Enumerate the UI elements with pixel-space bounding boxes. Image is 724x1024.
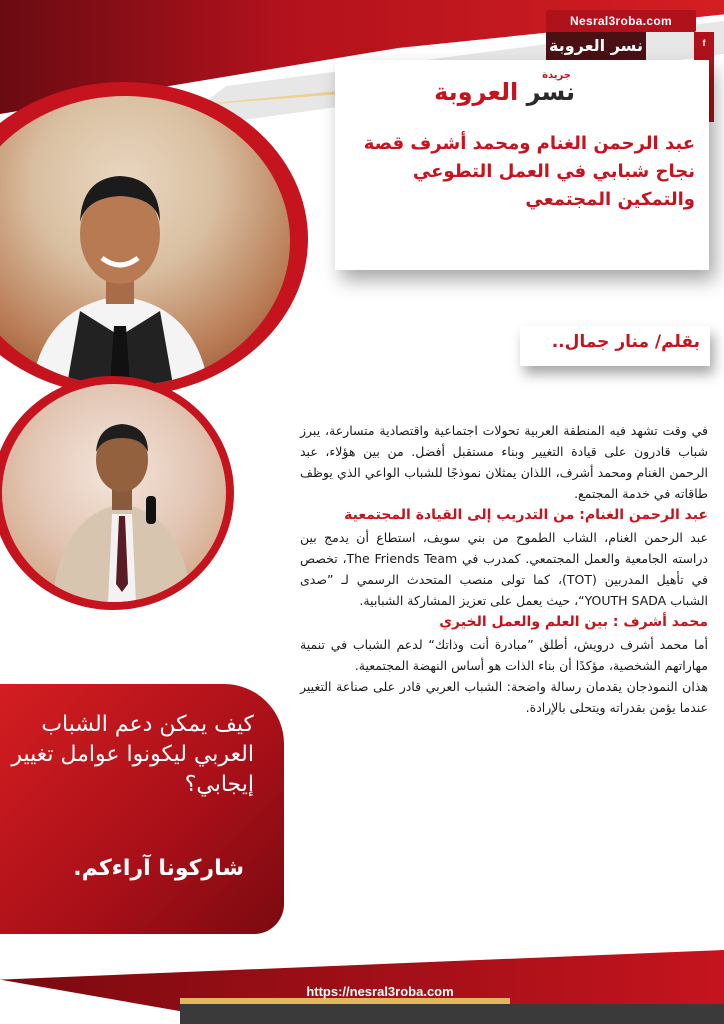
site-url-badge[interactable]: Nesral3roba.com bbox=[546, 10, 696, 32]
question-cta: شاركونا آراءكم. bbox=[73, 856, 244, 881]
person-2-illustration bbox=[42, 404, 202, 602]
facebook-icon[interactable]: f bbox=[702, 38, 706, 48]
person-1-illustration bbox=[10, 136, 230, 386]
small-logo: نسر العروبة bbox=[546, 32, 646, 60]
article-title: عبد الرحمن الغنام ومحمد أشرف قصة نجاح شبابي في العمل التطوعي والتمكين المجتمعي bbox=[363, 133, 695, 210]
photo-mohamed bbox=[2, 384, 226, 602]
article-paragraph-1: عبد الرحمن الغنام، الشاب الطموح من بني سويف، استطاع أن يدمج بين دراسته الجامعية والعمل المجتمعي. كمدرب في The Friends Team، تخصص في تأهيل المدربين (TOT)، كما تولى منصب المتحدث الرسمي لـ ”صدى الشباب YOUTH SADA“، حيث يعمل على تعزيز المشاركة الشبابية. bbox=[300, 530, 708, 608]
article-paragraph-3: هذان النموذجان يقدمان رسالة واضحة: الشباب العربي قادر على صناعة التغيير عندما يؤمن بقدراته ويتحلى بالإرادة. bbox=[300, 679, 708, 715]
article-paragraph-2: أما محمد أشرف درويش، أطلق ”مبادرة أنت وذاتك“ لدعم الشباب في تنمية مهاراتهم الشخصية، مؤكدًا أن بناء الذات هو أساس النهضة المجتمعية. bbox=[300, 637, 708, 673]
main-logo bbox=[434, 70, 575, 106]
question-text: كيف يمكن دعم الشباب العربي ليكونوا عوامل تغيير إيجابي؟ bbox=[11, 712, 254, 797]
title-card bbox=[335, 60, 709, 270]
article-intro: في وقت تشهد فيه المنطقة العربية تحولات اجتماعية واقتصادية متسارعة، يبرز شباب قادرون على قيادة التغيير وبناء مستقبل أفضل. من بين هؤلاء، عبد الرحمن الغنام ومحمد أشرف، اللذان يمثلان نموذجًا للشباب الواعي الذي يوظف طاقاته في خدمة المجتمع. bbox=[300, 423, 708, 501]
article-heading-1: عبد الرحمن الغنام: من التدريب إلى القيادة المجتمعية bbox=[344, 507, 708, 523]
logo-tag: جريدة bbox=[542, 70, 571, 81]
logo-part-1: نسر bbox=[526, 78, 575, 106]
author-bar bbox=[520, 326, 710, 366]
logo-part-2: العروبة bbox=[434, 78, 519, 106]
footer-url[interactable]: https://nesral3roba.com bbox=[306, 984, 454, 999]
question-box bbox=[0, 684, 284, 934]
article-body bbox=[300, 420, 708, 718]
article-heading-2: محمد أشرف : بين العلم والعمل الخيري bbox=[439, 614, 708, 630]
author-byline: بقلم/ منار جمال.. bbox=[551, 332, 700, 352]
bottom-dark-band bbox=[180, 1004, 724, 1024]
